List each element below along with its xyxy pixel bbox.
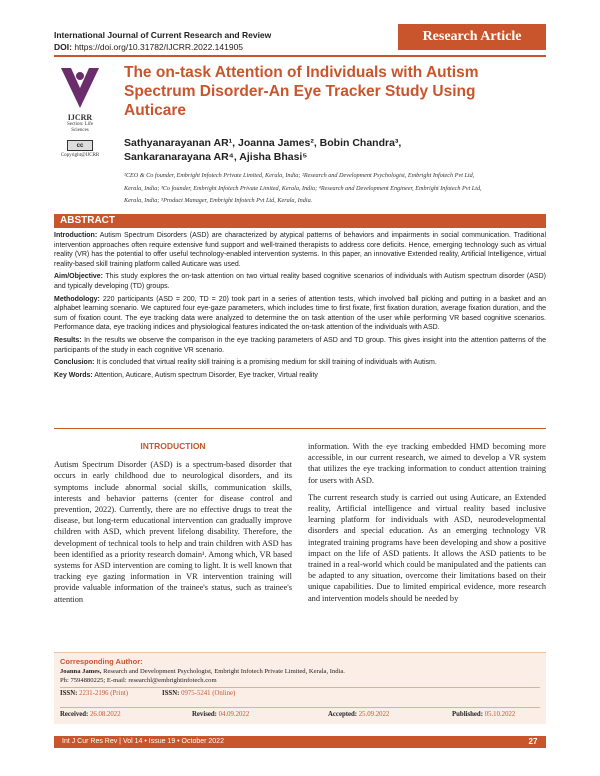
affiliation-line-1: ¹CEO & Co founder, Embright Infotech Private Limited, Kerala, India; ²Research and Development Psychologist, Embright Infotech Pvt Ltd, <box>124 172 475 179</box>
footer-citation: Int J Cur Res Rev | Vol 14 • Issue 19 • October 2022 <box>62 738 224 745</box>
license-text: cc <box>76 142 84 149</box>
doi-label: DOI: <box>54 42 72 52</box>
revised-label: Revised: <box>192 711 217 718</box>
abstract-aim-label: Aim/Objective: <box>54 273 104 281</box>
abstract-conclusion-label: Conclusion: <box>54 359 95 367</box>
abstract-body <box>54 231 546 383</box>
abstract-aim <box>54 272 546 291</box>
received-value: 26.08.2022 <box>90 711 121 718</box>
abstract-results <box>54 336 546 355</box>
logo-section-value: Sciences <box>71 128 89 133</box>
author-line-1: Sathyanarayanan AR¹, Joanna James², Bobin Chandra³, <box>124 137 402 149</box>
issn-print <box>60 690 128 697</box>
abstract-heading: ABSTRACT <box>54 214 546 228</box>
affiliation-line-3: Kerala, India; ⁵Product Manager, Embright Infotech Pvt Ltd, Kerala, India. <box>124 197 313 204</box>
issn-online-label: ISSN: <box>162 690 180 697</box>
doi-line <box>54 42 243 52</box>
logo-section-label: Section: Life <box>67 122 93 127</box>
corresponding-author-title: Corresponding Author: <box>60 657 143 666</box>
corresponding-author-box <box>54 652 546 724</box>
abstract-methodology <box>54 295 546 333</box>
accepted-date <box>328 711 389 718</box>
issn-print-label: ISSN: <box>60 690 78 697</box>
author-line-2: Sankaranarayana AR⁴, Ajisha Bhasi⁵ <box>124 151 308 163</box>
abstract-method-label: Methodology: <box>54 295 100 303</box>
accepted-label: Accepted: <box>328 711 358 718</box>
creative-commons-icon <box>67 140 93 151</box>
issn-online-value: 0975-5241 (Online) <box>181 690 236 697</box>
issn-print-value: 2231-2196 (Print) <box>79 690 128 697</box>
article-title: The on-task Attention of Individuals with Autism Spectrum Disorder-An Eye Tracker Study Using Auticare <box>124 64 479 119</box>
introduction-heading: INTRODUCTION <box>140 441 206 451</box>
box-divider-2 <box>60 707 540 708</box>
abstract-intro-label: Introduction: <box>54 232 98 239</box>
accepted-value: 25.09.2022 <box>358 711 390 718</box>
introduction-paragraph-2: information. With the eye tracking embedded HMD becoming more accessible, in our current research, we aimed to develop a VR system that utilizes the eye tracking information to conduct attention training for users with ASD. <box>308 442 546 485</box>
published-value: 05.10.2022 <box>484 711 516 718</box>
introduction-paragraph-3: The current research study is carried out using Auticare, an Extended reality, Artificial intelligence and virtual reality based inclusive learning platform for individuals with ASD, neurodevelopmental disorders and special education. As an emerging technology VR integrated training programs have been developing and show a positive impact on the life of ASD patients. It allows the ASD patients to be trained in a real-world which could be manipulated and the patients can be adapted to any situation, overcome their limitations based on their unique capabilities. Due to limited empirical evidence, more research and intervention models should be needed by <box>308 492 546 603</box>
doi-link[interactable]: https://doi.org/10.31782/IJCRR.2022.141905 <box>74 42 244 52</box>
received-label: Received: <box>60 711 89 718</box>
body-column-left <box>54 441 292 611</box>
logo-name: IJCRR <box>67 113 93 122</box>
ijcrr-logo-icon <box>57 64 103 112</box>
affiliations <box>124 170 540 208</box>
corresponding-author-contact: Ph: 7594880225; E-mail: researchl@embrightinfotech.com <box>60 677 217 684</box>
affiliation-line-2: Kerala, India; ³Co founder, Embright Infotech Private Limited, Kerala, India; ⁴Research and Development Engineer, Embright Infotech Pvt Ltd, <box>124 184 482 192</box>
published-label: Published: <box>452 711 483 718</box>
abstract-results-text: In the results we observe the comparison in the eye tracking parameters of ASD and TD group. This gives insight into the attention patterns of the participants of the study in each cognitive VR scenario. <box>54 336 547 354</box>
author-list <box>124 136 534 164</box>
page-number: 27 <box>528 737 538 746</box>
keywords-label: Key Words: <box>54 371 93 379</box>
abstract-intro-text: Autism Spectrum Disorders (ASD) are characterized by atypical patterns of behaviors and impairments in social communication. Traditional intervention approaches often require extensive fund support and well-trained therapists to address core deficits. Hence, emerging technology such as virtual reality (VR) has the potential to offer useful technology-enabled intervention systems. In this paper, an innovative Extended reality, Artificial Intelligence, virtual reality-based skill training platform called Auticare was used. <box>54 232 547 268</box>
corresponding-author-name: Joanna James, <box>60 668 102 675</box>
keywords-text: Attention, Auticare, Autism spectrum Disorder, Eye tracker, Virtual reality <box>94 371 318 379</box>
abstract-keywords <box>54 371 546 381</box>
revised-date <box>192 711 249 718</box>
introduction-paragraph-1: Autism Spectrum Disorder (ASD) is a spectrum-based disorder that occurs in early childhood due to neurological disorders, and its symptoms include abnormal social skills, communication skills, interests and behavior patterns (center for disease control and prevention, 2022). Currently, there are no effective drugs to treat the disease, but long-term educational intervention can gradually improve children with ASD, which prevent lifelong disability. Therefore, the development of technical tools to help and train children with ASD has been identified as a priority research domain¹. Among which, VR based systems for ASD intervention are coming to light. It is well known that tracking eye gazing information in VR intervention training will provide valuable information of the trainee's status, such as trainee's attention <box>54 460 292 604</box>
header-divider <box>54 55 546 57</box>
journal-logo <box>54 64 106 158</box>
abstract-introduction <box>54 231 546 269</box>
body-column-right <box>308 441 546 610</box>
corresponding-author-affiliation: Research and Development Psychologist, Embright Infotech Private Limited, Kerala, India. <box>103 668 345 675</box>
corresponding-author-detail <box>60 668 345 675</box>
issn-online <box>162 690 235 697</box>
abstract-method-text: 220 participants (ASD = 200, TD = 20) took part in a series of attention tests, which involved ball picking and putting in a basket and an alphabet learning scenario. We captured four eye-gaze parameters, which includes time to first fixate, first fixation duration, average fixation duration, and the sum of fixation count. The eye tracking data were analyzed to determine the on task attention of the user while performing VR based cognitive scenarios. Performance data, eye tracking indices and physiological features indicated the on-task attention of the individuals with ASD. <box>54 295 546 332</box>
received-date <box>60 711 121 718</box>
box-divider-1 <box>60 687 540 688</box>
copyright-text: Copyright@IJCRR <box>60 153 100 158</box>
revised-value: 04.09.2022 <box>218 711 250 718</box>
article-type-badge: Research Article <box>398 24 546 50</box>
abstract-conclusion <box>54 358 546 368</box>
abstract-conclusion-text: It is concluded that virtual reality skill training is a promising medium for skill training of individuals with Autism. <box>96 359 437 367</box>
abstract-divider <box>54 428 546 429</box>
journal-name: International Journal of Current Research and Review <box>54 30 272 40</box>
abstract-aim-text: This study explores the on-task attention on two virtual reality based cognitive scenarios of individuals with Autism spectrum disorder (ASD) and typically developing (TD) groups. <box>54 273 546 290</box>
published-date <box>452 711 515 718</box>
abstract-results-label: Results: <box>54 336 82 344</box>
